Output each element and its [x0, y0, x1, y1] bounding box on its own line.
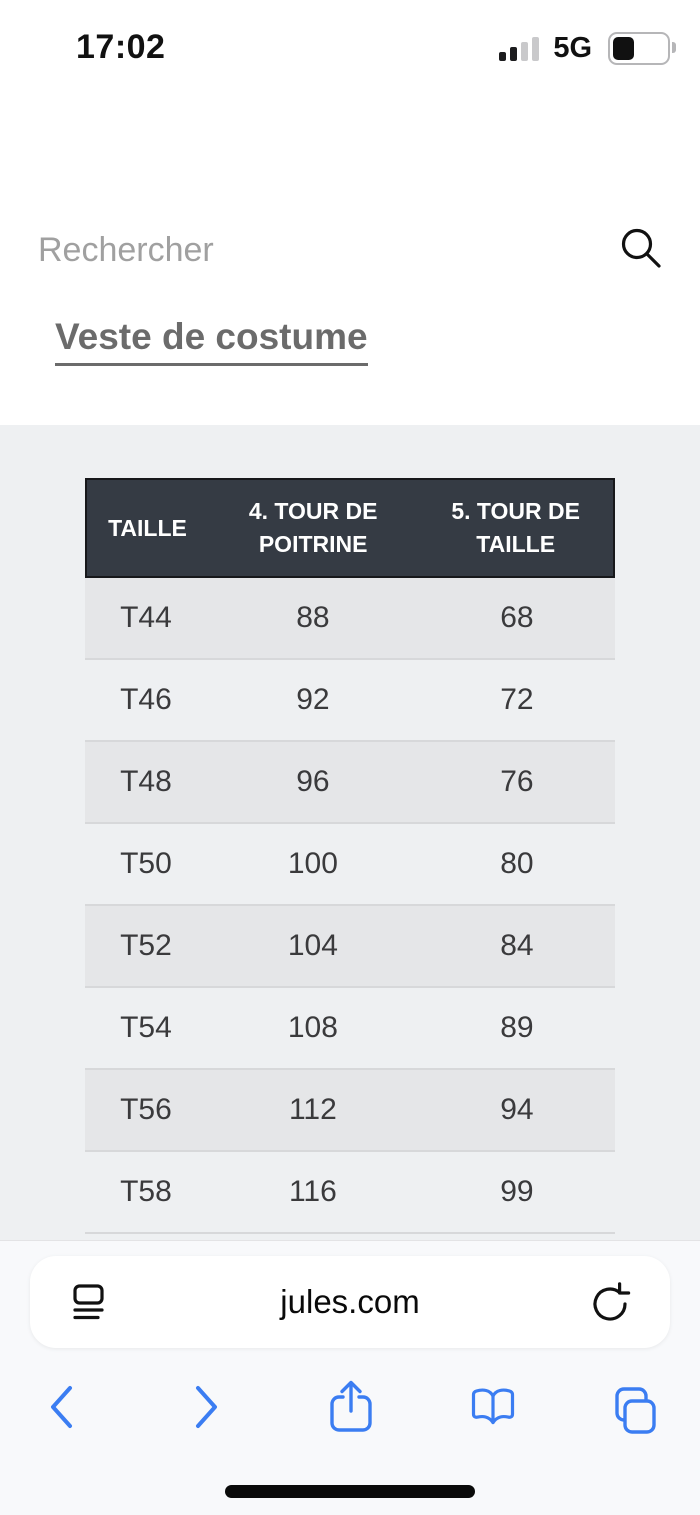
table-cell: 112 [288, 1093, 337, 1126]
table-cell: 89 [500, 1011, 534, 1044]
table-row [85, 660, 615, 742]
reload-icon[interactable] [588, 1280, 632, 1324]
status-bar [0, 0, 700, 100]
search-bar [0, 203, 700, 298]
url-text: jules.com [280, 1283, 420, 1320]
table-cell: T48 [120, 765, 172, 798]
status-indicators [499, 32, 670, 65]
column-header: TAILLE [108, 514, 187, 541]
table-cell: 108 [287, 1011, 338, 1044]
cellular-signal-icon [499, 37, 539, 61]
size-table [85, 478, 615, 1234]
column-header: 5. TOUR DE TAILLE [451, 498, 580, 557]
table-cell: 96 [296, 765, 330, 798]
share-icon[interactable] [326, 1378, 376, 1436]
address-bar[interactable] [30, 1256, 670, 1348]
table-row [85, 742, 615, 824]
table-cell: 92 [296, 683, 330, 716]
table-row [85, 906, 615, 988]
table-cell: T46 [120, 683, 172, 716]
table-cell: 94 [500, 1093, 534, 1126]
home-indicator[interactable] [225, 1485, 475, 1498]
table-cell: 84 [500, 929, 534, 962]
search-input[interactable] [36, 221, 580, 279]
table-row [85, 824, 615, 906]
network-type-label: 5G [553, 32, 592, 64]
table-cell: T54 [120, 1011, 172, 1044]
tabs-icon[interactable] [608, 1384, 662, 1438]
page-content [0, 425, 700, 1240]
table-row [85, 1070, 615, 1152]
forward-button[interactable] [192, 1384, 222, 1430]
table-cell: T50 [120, 847, 172, 880]
table-header-row [85, 478, 615, 578]
safari-toolbar [0, 1366, 700, 1486]
status-time: 17:02 [76, 28, 166, 66]
table-cell: T52 [120, 929, 172, 962]
back-button[interactable] [46, 1384, 76, 1430]
table-cell: 76 [500, 765, 534, 798]
table-cell: 104 [287, 929, 338, 962]
table-cell: 88 [296, 601, 330, 634]
table-cell: 72 [500, 683, 534, 716]
table-cell: T44 [120, 601, 172, 634]
battery-icon [608, 32, 670, 65]
breadcrumb-section [0, 296, 700, 425]
table-row [85, 1152, 615, 1234]
table-cell: T56 [120, 1093, 172, 1126]
table-cell: 100 [287, 847, 338, 880]
table-cell: 99 [500, 1175, 534, 1208]
table-cell: 80 [500, 847, 534, 880]
table-cell: T58 [120, 1175, 172, 1208]
bookmarks-icon[interactable] [466, 1384, 520, 1432]
table-cell: 68 [500, 601, 534, 634]
table-row [85, 988, 615, 1070]
column-header: 4. TOUR DE POITRINE [248, 498, 378, 557]
table-body [85, 578, 615, 1234]
site-header [0, 100, 700, 204]
table-cell: 116 [288, 1175, 337, 1208]
safari-bottom-chrome [0, 1240, 700, 1515]
search-icon[interactable] [618, 225, 664, 271]
table-row [85, 578, 615, 660]
breadcrumb-link[interactable]: Veste de costume [55, 316, 368, 366]
